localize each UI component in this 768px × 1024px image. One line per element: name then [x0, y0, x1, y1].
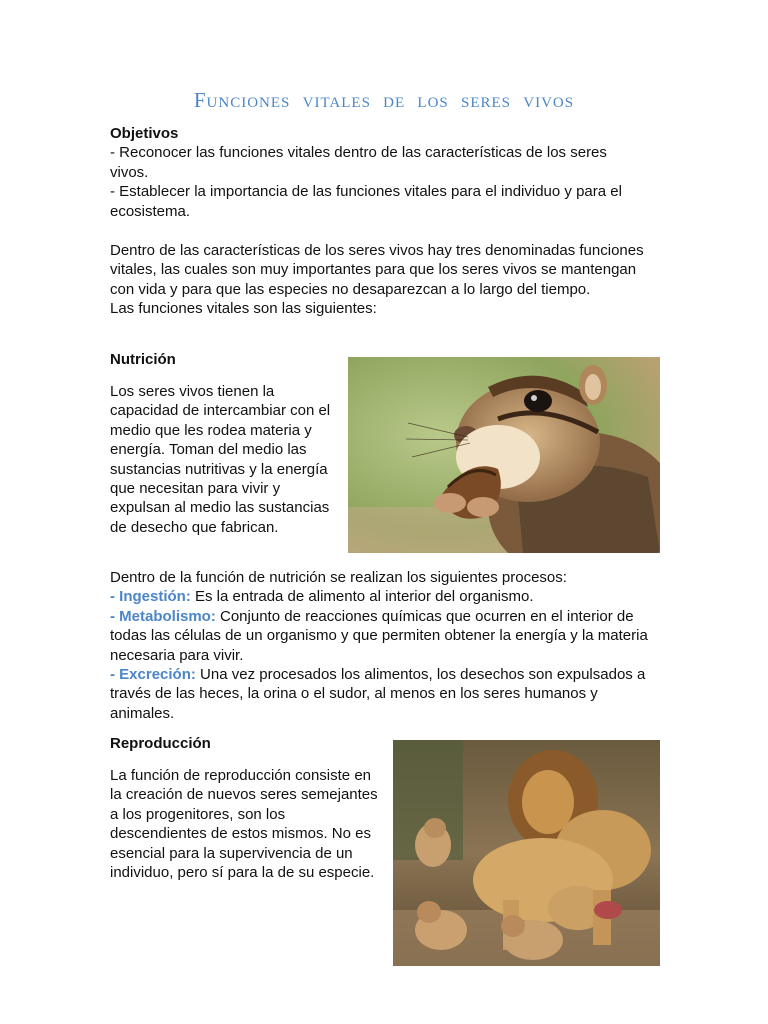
- objetivo-item: - Establecer la importancia de las funciones vitales para el individuo y para el ecosistema.: [110, 183, 622, 220]
- reproduccion-heading: Reproducción: [110, 735, 211, 752]
- nutricion-heading: Nutrición: [110, 351, 176, 368]
- intro-paragraph: Dentro de las características de los seres vivos hay tres denominadas funciones vitales, las cuales son muy importantes para que los seres vivos se mantengan con vida y para que las especies no desaparezcan a lo largo del tiempo.: [110, 242, 644, 298]
- nutricion-paragraph: Los seres vivos tienen la capacidad de intercambiar con el medio que les rodea materia y energía. Toman del medio las sustancias nutritivas y la energía que necesitan para vivir y expulsan al medio las sustancias de desecho que fabrican.: [110, 383, 331, 536]
- proceso-ingestion: [110, 587, 658, 606]
- proceso-term: - Ingestión:: [110, 588, 191, 606]
- intro-section: [110, 241, 650, 319]
- lions-photo: [393, 740, 660, 966]
- objetivo-item: - Reconocer las funciones vitales dentro de las características de los seres vivos.: [110, 144, 607, 181]
- proceso-metabolismo: [110, 607, 658, 665]
- procesos-section: [110, 568, 658, 723]
- procesos-intro: Dentro de la función de nutrición se realizan los siguientes procesos:: [110, 569, 567, 586]
- proceso-term: - Metabolismo:: [110, 607, 216, 625]
- proceso-text: Conjunto de reacciones químicas que ocurren en el interior de todas las células de un organismo y que permiten obtener la energía y la materia necesaria para vivir.: [110, 607, 648, 664]
- intro-list-intro: Las funciones vitales son las siguientes:: [110, 300, 377, 318]
- reproduccion-paragraph: La función de reproducción consiste en la creación de nuevos seres semejantes a los progenitores, son los descendientes de estos mismos. No es esencial para la supervivencia de un individuo, pero sí para la de su especie.: [110, 767, 378, 882]
- proceso-excrecion: [110, 665, 658, 723]
- chipmunk-photo: [348, 357, 660, 553]
- page-title: Funciones vitales de los seres vivos: [193, 88, 575, 112]
- proceso-text: Es la entrada de alimento al interior del organismo.: [190, 588, 534, 606]
- proceso-text: Una vez procesados los alimentos, los desechos son expulsados a través de las heces, la orina o el sudor, al menos en los seres humanos y animales.: [110, 666, 646, 722]
- objetivos-heading: Objetivos: [110, 125, 179, 142]
- objetivos-section: [110, 124, 640, 221]
- proceso-term: - Excreción:: [110, 666, 196, 684]
